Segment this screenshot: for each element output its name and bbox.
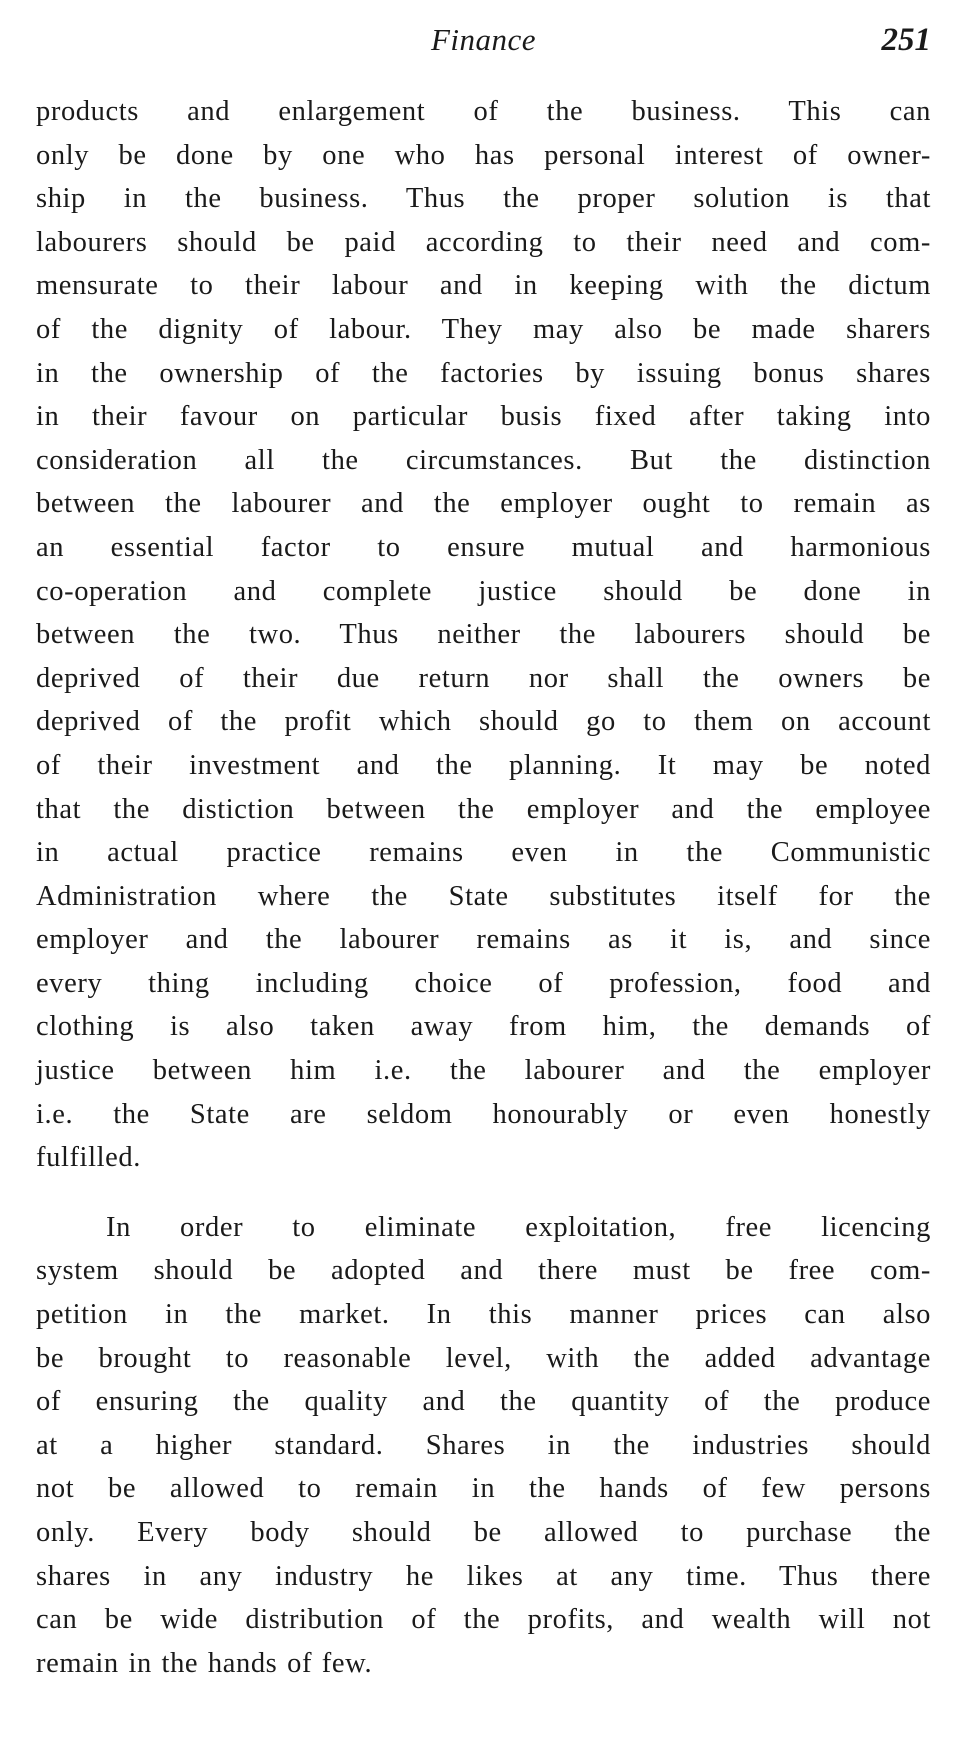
body-text xyxy=(36,90,931,1685)
text-line: at a higher standard. Shares in the industries should xyxy=(36,1429,931,1461)
text-line: system should be adopted and there must be free com- xyxy=(36,1255,931,1287)
text-line: shares in any industry he likes at any time. Thus there xyxy=(36,1560,931,1592)
text-line: labourers should be paid according to their need and com- xyxy=(36,226,931,258)
text-line: i.e. the State are seldom honourably or even honestly xyxy=(36,1098,931,1130)
text-line: be brought to reasonable level, with the added advantage xyxy=(36,1342,931,1374)
text-line: justice between him i.e. the labourer and the employer xyxy=(36,1055,931,1087)
text-line: of ensuring the quality and the quantity of the produce xyxy=(36,1386,931,1418)
text-line: an essential factor to ensure mutual and harmonious xyxy=(36,531,931,563)
paragraph xyxy=(36,90,931,1180)
text-line: of the dignity of labour. They may also be made sharers xyxy=(36,313,931,345)
page-number: 251 xyxy=(881,22,931,58)
text-line: co-operation and complete justice should be done in xyxy=(36,575,931,607)
text-line: deprived of their due return nor shall the owners be xyxy=(36,662,931,694)
text-line: in the ownership of the factories by issuing bonus shares xyxy=(36,357,931,389)
text-line: remain in the hands of few. xyxy=(36,1647,373,1679)
text-line: deprived of the profit which should go to them on account xyxy=(36,706,931,738)
paragraph-gap xyxy=(36,1180,931,1206)
text-line: fulfilled. xyxy=(36,1142,141,1174)
text-line: only. Every body should be allowed to purchase the xyxy=(36,1517,931,1548)
text-line: employer and the labourer remains as it is, and since xyxy=(36,924,931,956)
text-line: In order to eliminate exploitation, free licencing xyxy=(106,1211,931,1243)
text-line: between the two. Thus neither the labourers should be xyxy=(36,619,931,651)
text-line: of their investment and the planning. It may be noted xyxy=(36,749,931,781)
text-line: that the distiction between the employer and the employee xyxy=(36,793,931,825)
text-line: can be wide distribution of the profits, and wealth will not xyxy=(36,1604,931,1636)
text-line: in their favour on particular busis fixed after taking into xyxy=(36,401,931,433)
text-line: between the labourer and the employer ought to remain as xyxy=(36,488,931,520)
text-line: only be done by one who has personal interest of owner- xyxy=(36,139,931,171)
text-line: products and enlargement of the business. This can xyxy=(36,96,931,127)
text-line: Administration where the State substitutes itself for the xyxy=(36,880,931,912)
text-line: consideration all the circumstances. But the distinction xyxy=(36,444,931,476)
text-line: mensurate to their labour and in keeping with the dictum xyxy=(36,270,931,302)
paragraph xyxy=(36,1206,931,1686)
text-line: in actual practice remains even in the Communistic xyxy=(36,837,931,869)
text-line: petition in the market. In this manner prices can also xyxy=(36,1299,931,1331)
text-line: clothing is also taken away from him, the demands of xyxy=(36,1011,931,1043)
text-line: every thing including choice of profession, food and xyxy=(36,967,931,999)
text-line: not be allowed to remain in the hands of few persons xyxy=(36,1473,931,1505)
running-header xyxy=(36,22,931,72)
chapter-title: Finance xyxy=(430,22,537,57)
text-line: ship in the business. Thus the proper solution is that xyxy=(36,183,931,215)
